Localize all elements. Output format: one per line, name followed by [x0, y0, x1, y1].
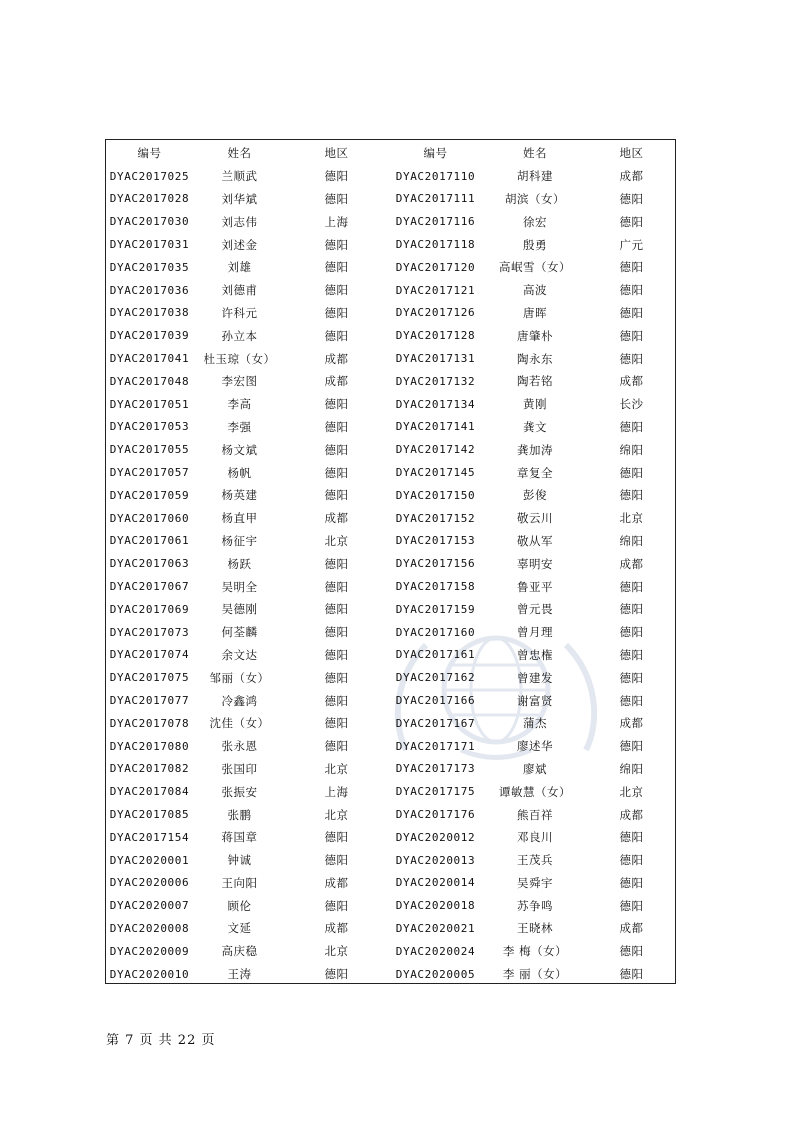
- member-region-left: 德阳: [324, 693, 349, 708]
- header-name-left: 姓名: [227, 146, 252, 161]
- header-id-left: 编号: [137, 146, 162, 161]
- member-region-right: 德阳: [619, 419, 644, 434]
- member-id-right: DYAC2017111: [395, 192, 476, 206]
- member-id-right: DYAC2017131: [395, 352, 476, 366]
- table-row: [106, 347, 677, 370]
- member-name-left: 李高: [227, 397, 252, 412]
- member-region-left: 德阳: [324, 670, 349, 685]
- member-id-left: DYAC2017055: [109, 443, 190, 457]
- member-id-right: DYAC2017141: [395, 420, 476, 434]
- member-id-right: DYAC2017121: [395, 283, 476, 297]
- member-region-right: 长沙: [619, 397, 644, 412]
- table-row: [106, 370, 677, 393]
- member-name-right: 高波: [523, 283, 547, 298]
- member-id-left: DYAC2017048: [109, 374, 190, 388]
- member-region-right: 成都: [619, 921, 644, 936]
- member-name-left: 杨英建: [221, 488, 258, 503]
- member-region-left: 德阳: [324, 967, 349, 982]
- member-region-left: 德阳: [324, 647, 349, 662]
- member-id-right: DYAC2017118: [395, 238, 476, 252]
- table-row: [106, 666, 677, 689]
- member-name-right: 章复全: [517, 465, 553, 480]
- member-name-left: 杨直甲: [221, 511, 258, 526]
- member-region-left: 成都: [324, 351, 349, 366]
- table-row: [106, 438, 677, 461]
- member-region-right: 绵阳: [619, 533, 644, 548]
- member-region-left: 德阳: [324, 579, 349, 594]
- member-id-left: DYAC2017082: [109, 762, 190, 776]
- member-name-left: 刘华斌: [221, 191, 258, 206]
- member-id-left: DYAC2017028: [109, 192, 190, 206]
- member-id-left: DYAC2017080: [109, 739, 190, 753]
- member-id-right: DYAC2017152: [395, 511, 476, 525]
- member-name-left: 王向阳: [221, 875, 258, 890]
- member-name-right: 李 梅（女）: [502, 944, 568, 959]
- member-name-right: 彭俊: [523, 488, 547, 503]
- member-name-right: 曾忠権: [517, 647, 553, 662]
- member-name-right: 鲁亚平: [517, 579, 553, 594]
- member-name-right: 辜明安: [517, 556, 553, 571]
- member-region-left: 北京: [324, 944, 349, 959]
- member-region-left: 德阳: [324, 602, 349, 617]
- member-name-left: 李宏图: [221, 374, 258, 389]
- member-name-left: 杨征宇: [221, 533, 258, 548]
- table-row: [106, 940, 677, 963]
- member-region-left: 德阳: [324, 260, 349, 275]
- member-name-left: 蒋国章: [221, 830, 258, 845]
- member-region-right: 成都: [619, 807, 644, 822]
- member-region-right: 北京: [619, 784, 644, 799]
- member-region-left: 德阳: [324, 830, 349, 845]
- member-name-right: 邓良川: [517, 830, 553, 845]
- member-region-left: 德阳: [324, 169, 349, 184]
- member-id-left: DYAC2020006: [109, 876, 190, 890]
- member-name-left: 张国印: [221, 761, 258, 776]
- member-name-right: 曾建发: [517, 670, 553, 685]
- table-row: [106, 735, 677, 758]
- member-region-right: 德阳: [619, 693, 644, 708]
- member-id-left: DYAC2020008: [109, 921, 190, 935]
- table-row: [106, 165, 677, 188]
- member-id-right: DYAC2017142: [395, 443, 476, 457]
- member-name-right: 唐晖: [523, 305, 547, 320]
- member-region-left: 北京: [324, 807, 349, 822]
- member-name-left: 张鹏: [227, 807, 252, 822]
- member-name-right: 李 丽（女）: [502, 967, 568, 982]
- member-id-left: DYAC2017077: [109, 694, 190, 708]
- member-id-left: DYAC2020001: [109, 853, 190, 867]
- member-name-right: 吴舜宇: [517, 875, 553, 890]
- member-name-left: 顾伦: [227, 898, 252, 913]
- member-region-right: 德阳: [619, 488, 644, 503]
- member-id-left: DYAC2017051: [109, 397, 190, 411]
- member-region-left: 德阳: [324, 739, 349, 754]
- member-name-right: 陶永东: [517, 351, 553, 366]
- table-row: [106, 849, 677, 872]
- member-region-right: 绵阳: [619, 442, 644, 457]
- member-region-right: 成都: [619, 374, 644, 389]
- member-region-right: 北京: [619, 511, 644, 526]
- member-name-left: 张永恩: [221, 739, 258, 754]
- member-id-left: DYAC2017078: [109, 716, 190, 730]
- table-row: [106, 507, 677, 530]
- member-id-right: DYAC2017167: [395, 716, 476, 730]
- member-name-right: 曾元畏: [517, 602, 553, 617]
- header-name-right: 姓名: [523, 146, 547, 161]
- member-region-left: 成都: [324, 875, 349, 890]
- member-id-right: DYAC2017126: [395, 306, 476, 320]
- member-id-left: DYAC2020010: [109, 967, 190, 981]
- member-region-left: 德阳: [324, 898, 349, 913]
- page-number: 第 7 页 共 22 页: [106, 1033, 216, 1048]
- member-region-right: 德阳: [619, 830, 644, 845]
- member-id-left: DYAC2017039: [109, 329, 190, 343]
- member-id-left: DYAC2017084: [109, 785, 190, 799]
- member-name-right: 龚文: [523, 419, 547, 434]
- table-row: [106, 803, 677, 826]
- table-row: [106, 712, 677, 735]
- member-region-left: 德阳: [324, 328, 349, 343]
- member-region-right: 德阳: [619, 647, 644, 662]
- table-row: [106, 324, 677, 347]
- member-name-left: 高庆稳: [221, 944, 258, 959]
- member-name-left: 何荃麟: [221, 625, 258, 640]
- table-row: [106, 210, 677, 233]
- header-id-right: 编号: [423, 146, 448, 161]
- member-table-frame: [105, 139, 676, 984]
- member-id-left: DYAC2017085: [109, 808, 190, 821]
- member-table: [106, 142, 677, 985]
- table-row: [106, 758, 677, 781]
- member-id-left: DYAC2017074: [109, 648, 190, 662]
- member-id-right: DYAC2017120: [395, 260, 476, 274]
- member-name-left: 王涛: [227, 967, 252, 982]
- member-id-left: DYAC2017038: [109, 306, 190, 320]
- member-name-right: 龚加涛: [517, 442, 553, 457]
- member-region-right: 德阳: [619, 579, 644, 594]
- table-row: [106, 188, 677, 211]
- member-id-right: DYAC2017173: [395, 762, 476, 776]
- member-name-right: 苏争鸣: [517, 898, 553, 913]
- member-name-right: 曾月理: [517, 625, 553, 640]
- member-id-right: DYAC2017175: [395, 785, 476, 799]
- header-region-left: 地区: [324, 146, 349, 161]
- member-id-left: DYAC2017060: [109, 511, 190, 525]
- member-region-right: 德阳: [619, 191, 644, 206]
- member-name-left: 兰顺武: [221, 169, 258, 184]
- member-region-right: 德阳: [619, 670, 644, 685]
- table-row: [106, 621, 677, 644]
- member-id-left: DYAC2017061: [109, 534, 190, 548]
- member-region-right: 绵阳: [619, 761, 644, 776]
- member-name-right: 王晓林: [517, 921, 553, 936]
- member-id-right: DYAC2020013: [395, 853, 476, 867]
- member-name-right: 胡滨（女）: [505, 191, 565, 206]
- member-region-right: 德阳: [619, 214, 644, 229]
- member-region-left: 德阳: [324, 419, 349, 434]
- member-id-right: DYAC2017159: [395, 602, 476, 616]
- member-region-right: 成都: [619, 716, 644, 731]
- member-id-left: DYAC2017031: [109, 238, 190, 252]
- member-name-right: 廖述华: [517, 739, 553, 754]
- member-name-left: 沈佳（女）: [209, 716, 270, 731]
- member-name-right: 王茂兵: [517, 853, 553, 868]
- member-region-left: 德阳: [324, 442, 349, 457]
- table-row: [106, 416, 677, 439]
- member-id-left: DYAC2017075: [109, 671, 190, 685]
- member-id-left: DYAC2017059: [109, 488, 190, 502]
- table-header-row: [106, 142, 677, 165]
- member-region-right: 德阳: [619, 739, 644, 754]
- member-region-right: 成都: [619, 556, 644, 571]
- member-id-right: DYAC2017145: [395, 466, 476, 480]
- table-row: [106, 644, 677, 667]
- member-id-right: DYAC2017116: [395, 215, 476, 229]
- member-name-left: 余文达: [221, 647, 258, 662]
- member-region-left: 上海: [324, 784, 349, 799]
- member-name-right: 敬从军: [517, 533, 553, 548]
- member-id-right: DYAC2017171: [395, 739, 476, 753]
- member-region-left: 北京: [324, 533, 349, 548]
- member-region-left: 成都: [324, 921, 349, 936]
- member-region-right: 广元: [619, 237, 644, 252]
- member-region-left: 德阳: [324, 283, 349, 298]
- member-name-left: 钟诚: [227, 853, 252, 868]
- member-name-right: 殷勇: [523, 237, 547, 252]
- member-name-right: 谢富贤: [517, 693, 553, 708]
- table-row: [106, 256, 677, 279]
- member-name-left: 孙立本: [221, 328, 258, 343]
- member-id-left: DYAC2020007: [109, 899, 190, 913]
- member-region-right: 德阳: [619, 967, 644, 982]
- member-region-right: 德阳: [619, 944, 644, 959]
- member-id-left: DYAC2017036: [109, 283, 190, 297]
- member-id-right: DYAC2017128: [395, 329, 476, 343]
- table-row: [106, 279, 677, 302]
- member-id-left: DYAC2017154: [109, 830, 190, 844]
- member-name-right: 陶若铭: [517, 374, 553, 389]
- member-region-right: 德阳: [619, 283, 644, 298]
- member-region-left: 德阳: [324, 716, 349, 731]
- member-id-right: DYAC2020005: [395, 967, 476, 981]
- table-row: [106, 461, 677, 484]
- member-name-left: 刘德甫: [221, 283, 258, 298]
- table-row: [106, 552, 677, 575]
- member-name-left: 吴明全: [221, 579, 258, 594]
- member-id-right: DYAC2017158: [395, 580, 476, 594]
- member-id-left: DYAC2017069: [109, 602, 190, 616]
- table-row: [106, 872, 677, 895]
- member-name-right: 黄刚: [523, 397, 547, 412]
- member-name-right: 谭敏慧（女）: [499, 784, 571, 799]
- member-id-left: DYAC2017041: [109, 352, 190, 366]
- member-region-right: 德阳: [619, 260, 644, 275]
- table-row: [106, 826, 677, 849]
- member-name-right: 熊百祥: [517, 807, 553, 822]
- member-region-left: 德阳: [324, 853, 349, 868]
- table-row: [106, 484, 677, 507]
- member-id-right: DYAC2017166: [395, 694, 476, 708]
- member-id-right: DYAC2020018: [395, 899, 476, 913]
- member-id-left: DYAC2020009: [109, 944, 190, 958]
- member-name-left: 张振安: [221, 784, 258, 799]
- member-id-right: DYAC2020012: [395, 830, 476, 844]
- member-name-left: 吴德刚: [221, 602, 258, 617]
- member-name-right: 唐肇朴: [517, 328, 553, 343]
- table-row: [106, 575, 677, 598]
- member-id-left: DYAC2017063: [109, 557, 190, 571]
- member-id-right: DYAC2017156: [395, 557, 476, 571]
- member-id-right: DYAC2017150: [395, 488, 476, 502]
- member-name-left: 文延: [227, 921, 252, 936]
- table-row: [106, 780, 677, 803]
- member-region-left: 上海: [324, 214, 349, 229]
- member-name-left: 杜玉琼（女）: [203, 351, 276, 366]
- member-id-right: DYAC2017160: [395, 625, 476, 639]
- member-name-left: 邹丽（女）: [209, 670, 270, 685]
- table-row: [106, 233, 677, 256]
- member-id-left: DYAC2017067: [109, 580, 190, 594]
- member-region-left: 德阳: [324, 556, 349, 571]
- member-region-left: 德阳: [324, 397, 349, 412]
- member-id-right: DYAC2017176: [395, 808, 476, 821]
- member-id-right: DYAC2020014: [395, 876, 476, 890]
- member-name-right: 蒲杰: [523, 716, 547, 731]
- table-row: [106, 393, 677, 416]
- member-region-right: 德阳: [619, 625, 644, 640]
- member-region-right: 德阳: [619, 305, 644, 320]
- member-region-left: 德阳: [324, 191, 349, 206]
- member-name-left: 刘志伟: [221, 214, 258, 229]
- member-id-right: DYAC2017153: [395, 534, 476, 548]
- member-region-left: 德阳: [324, 305, 349, 320]
- member-name-left: 杨跃: [227, 556, 252, 571]
- member-id-right: DYAC2017162: [395, 671, 476, 685]
- member-id-left: DYAC2017025: [109, 169, 190, 183]
- member-region-right: 德阳: [619, 351, 644, 366]
- table-row: [106, 917, 677, 940]
- member-region-left: 成都: [324, 511, 349, 526]
- member-region-left: 成都: [324, 374, 349, 389]
- member-region-right: 德阳: [619, 602, 644, 617]
- member-region-left: 北京: [324, 761, 349, 776]
- member-id-right: DYAC2020021: [395, 921, 476, 935]
- member-id-left: DYAC2017035: [109, 260, 190, 274]
- member-id-right: DYAC2020024: [395, 944, 476, 958]
- member-region-right: 德阳: [619, 898, 644, 913]
- member-region-right: 德阳: [619, 875, 644, 890]
- member-id-right: DYAC2017132: [395, 374, 476, 388]
- table-row: [106, 894, 677, 917]
- member-id-right: DYAC2017110: [395, 169, 476, 183]
- member-id-left: DYAC2017053: [109, 420, 190, 434]
- member-region-left: 德阳: [324, 625, 349, 640]
- member-region-left: 德阳: [324, 465, 349, 480]
- member-id-right: DYAC2017161: [395, 648, 476, 662]
- member-region-right: 德阳: [619, 465, 644, 480]
- member-name-right: 高岷雪（女）: [499, 260, 571, 275]
- member-name-right: 廖斌: [523, 761, 547, 776]
- member-name-left: 刘述金: [221, 237, 258, 252]
- member-name-right: 胡科建: [517, 169, 553, 184]
- member-name-left: 杨文斌: [221, 442, 258, 457]
- table-row: [106, 689, 677, 712]
- member-id-left: DYAC2017030: [109, 215, 190, 229]
- member-id-right: DYAC2017134: [395, 397, 476, 411]
- member-name-right: 徐宏: [523, 214, 547, 229]
- header-region-right: 地区: [619, 146, 644, 161]
- table-row: [106, 963, 677, 986]
- table-row: [106, 598, 677, 621]
- table-row: [106, 530, 677, 553]
- member-name-left: 冷鑫鸿: [221, 693, 258, 708]
- member-name-right: 敬云川: [517, 511, 553, 526]
- member-id-left: DYAC2017057: [109, 466, 190, 480]
- member-name-left: 刘雄: [227, 260, 252, 275]
- member-name-left: 杨帆: [227, 465, 252, 480]
- member-id-left: DYAC2017073: [109, 625, 190, 639]
- table-row: [106, 302, 677, 325]
- member-region-right: 成都: [619, 169, 644, 184]
- member-name-left: 许科元: [221, 305, 258, 320]
- member-region-left: 德阳: [324, 237, 349, 252]
- member-region-right: 德阳: [619, 853, 644, 868]
- member-region-left: 德阳: [324, 488, 349, 503]
- member-region-right: 德阳: [619, 328, 644, 343]
- member-name-left: 李强: [227, 419, 252, 434]
